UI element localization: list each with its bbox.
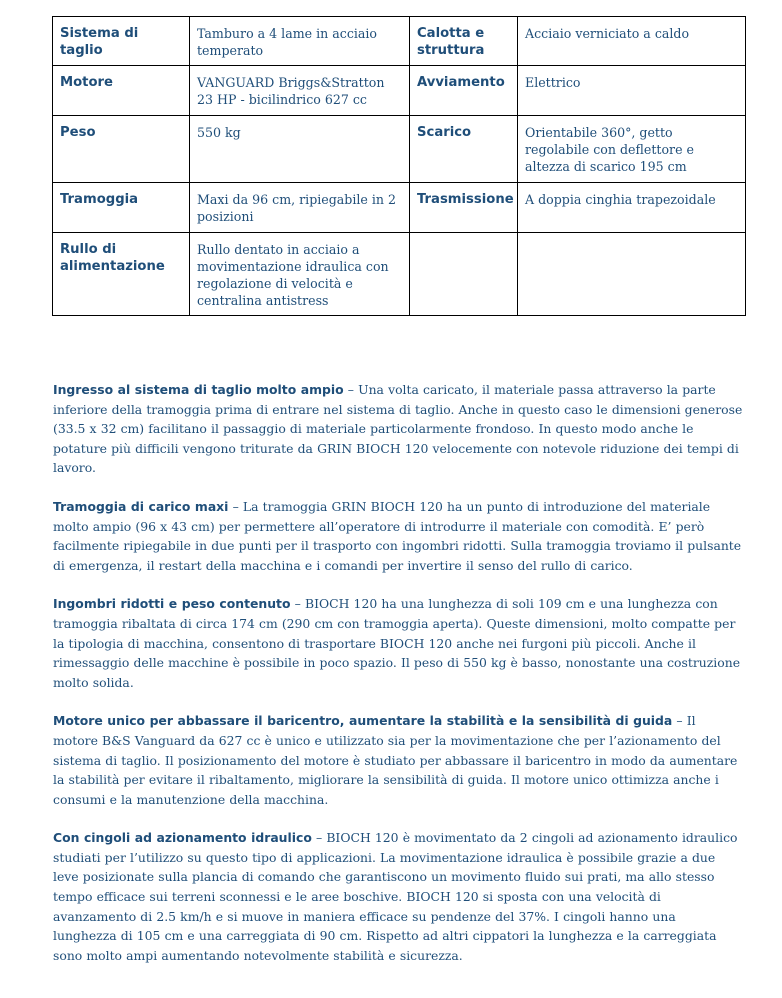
section-body: – Una volta caricato, il materiale passa attraverso la parte inferiore della tramoggia prima di entrare nel sistema di taglio. Anche in questo caso le dimensioni generose (33.5 x 32 cm) facilitano il passaggio di materiale particolarmente frondoso. In questo modo anche le potature più difficili vengono triturate da GRIN BIOCH 120 velocemente con notevole riduzione dei tempi di lavoro. — [53, 382, 743, 476]
spec-label: Motore — [53, 66, 190, 116]
spec-row — [53, 116, 746, 183]
section-paragraph — [53, 497, 743, 575]
section-paragraph — [53, 380, 743, 478]
section-heading: Ingombri ridotti e peso contenuto — [53, 596, 291, 612]
section-heading: Con cingoli ad azionamento idraulico — [53, 830, 312, 846]
section-heading: Ingresso al sistema di taglio molto ampio — [53, 382, 344, 397]
spec-label: Tramoggia — [53, 183, 190, 233]
section-heading: Motore unico per abbassare il baricentro, aumentare la stabilità e la sensibilità di guida — [53, 713, 673, 729]
spec-value: Acciaio verniciato a caldo — [518, 17, 746, 66]
spec-value: Tamburo a 4 lame in acciaio temperato — [190, 17, 410, 66]
description-content — [53, 380, 743, 984]
section-paragraph — [53, 828, 743, 965]
spec-label: Avviamento — [410, 66, 518, 116]
spec-value: Rullo dentato in acciaio a movimentazione idraulica con regolazione di velocità e centralina antistress — [190, 233, 410, 316]
spec-row — [53, 233, 746, 316]
spec-value-empty — [518, 233, 746, 316]
spec-row — [53, 183, 746, 233]
section-body: – BIOCH 120 ha una lunghezza di soli 109 cm e una lunghezza con tramoggia ribaltata di circa 174 cm (290 cm con tramoggia aperta). Queste dimensioni, molto compatte per la tipologia di macchina, consentono di trasportare BIOCH 120 anche nei furgoni più piccoli. Anche il rimessaggio delle macchine è possibile in poco spazio. Il peso di 550 kg è basso, nonostante una costruzione molto solida. — [53, 596, 741, 690]
spec-label-empty — [410, 233, 518, 316]
section-body: – La tramoggia GRIN BIOCH 120 ha un punto di introduzione del materiale molto ampio (96 x 43 cm) per permettere all’operatore di introdurre il materiale con comodità. E’ però facilmente ripiegabile in due punti per il trasporto con ingombri ridotti. Sulla tramoggia troviamo il pulsante di emergenza, il restart della macchina e i comandi per invertire il senso del rullo di carico. — [53, 498, 742, 573]
section-heading: Tramoggia di carico maxi — [53, 498, 229, 514]
spec-value: Maxi da 96 cm, ripiegabile in 2 posizioni — [190, 183, 410, 233]
section-paragraph — [53, 594, 743, 692]
spec-table — [52, 16, 746, 316]
spec-row — [53, 17, 746, 66]
section-paragraph — [53, 711, 743, 809]
spec-row — [53, 66, 746, 116]
spec-value: A doppia cinghia trapezoidale — [518, 183, 746, 233]
spec-label: Calotta e struttura — [410, 17, 518, 66]
spec-label: Peso — [53, 116, 190, 183]
spec-label: Trasmissione — [410, 183, 518, 233]
spec-label: Sistema di taglio — [53, 17, 190, 66]
spec-label: Rullo di alimentazione — [53, 233, 190, 316]
spec-value: Elettrico — [518, 66, 746, 116]
section-body: – Il motore B&S Vanguard da 627 cc è unico e utilizzato sia per la movimentazione che per l’azionamento del sistema di taglio. Il posizionamento del motore è studiato per abbassare il baricentro in modo da aumentare la stabilità per evitare il ribaltamento, migliorare la sensibilità di guida. Il motore unico ottimizza anche i consumi e la manutenzione della macchina. — [53, 713, 738, 807]
section-body: – BIOCH 120 è movimentato da 2 cingoli ad azionamento idraulico studiati per l’utilizzo su questo tipo di applicazioni. La movimentazione idraulica è possibile grazie a due leve posizionate sulla plancia di comando che garantiscono un movimento fluido sui prati, ma allo stesso tempo efficace sui terreni sconnessi e le aree boschive. BIOCH 120 si sposta con una velocità di avanzamento di 2.5 km/h e si muove in maniera efficace su pendenze del 37%. I cingoli hanno una lunghezza di 105 cm e una carreggiata di 90 cm. Rispetto ad altri cippatori la lunghezza e la carreggiata sono molto ampi aumentando notevolmente stabilità e sicurezza. — [53, 830, 738, 963]
spec-label: Scarico — [410, 116, 518, 183]
spec-value: VANGUARD Briggs&Stratton 23 HP - bicilindrico 627 cc — [190, 66, 410, 116]
spec-value: 550 kg — [190, 116, 410, 183]
spec-value: Orientabile 360°, getto regolabile con deflettore e altezza di scarico 195 cm — [518, 116, 746, 183]
